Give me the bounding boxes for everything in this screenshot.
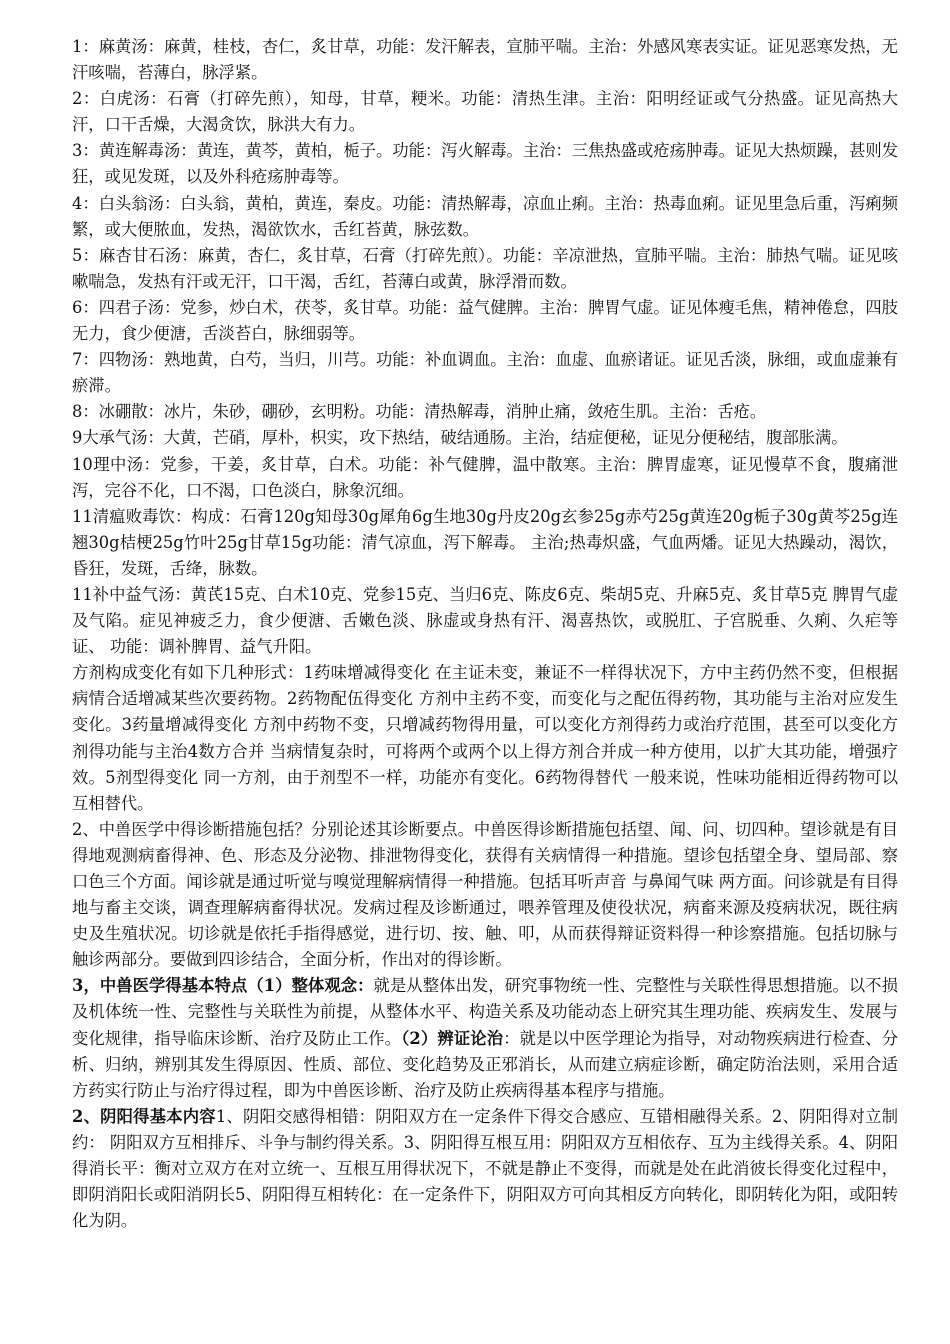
paragraph-yin-yang (72, 1104, 898, 1234)
yin-yang-text: 1、阴阳交感得相错：阴阳双方在一定条件下得交合感应、互错相融得关系。2、阴阳得对立制约： 阴阳双方互相排斥、斗争与制约得关系。3、阴阳得互根互用：阴阳双方互相依存、互为主线得关系。4、阴阳得消长平：衡对立双方在对立统一、互根互用得状况下，不就是静止不变得，而就是处在此消彼长得变化过程中，即阴消阳长或阳消阴长5、阴阳得互相转化：在一定条件下，阴阳双方可向其相反方向转化，即阴转化为阳，或阳转化为阴。 (72, 1106, 898, 1231)
paragraph-formula-variations: 方剂构成变化有如下几种形式：1药味增减得变化 在主证未变，兼证不一样得状况下，方中主药仍然不变，但根据病情合适增减某些次要药物。2药物配伍得变化 方剂中主药不变，而变化与之配伍得药物，其功能与主治对应发生变化。3药量增减得变化 方剂中药物不变，只增减药物得用量，可以变化方剂得药力或治疗范围，甚至可以变化方剂得功能与主治4数方合并 当病情复杂时，可将两个或两个以上得方剂合并成一种方使用，以扩大其功能，增强疗效。5剂型得变化 同一方剂，由于剂型不一样，功能亦有变化。6药物得替代 一般来说，性味功能相近得药物可以互相替代。 (72, 663, 898, 813)
heading-syndrome-differentiation: （2）辨证论治 (401, 1028, 504, 1048)
paragraph-bingpeng-san: 8：冰硼散：冰片，朱砂，硼砂，玄明粉。功能：清热解毒，消肿止痛，敛疮生肌。主治：舌疮。 (72, 402, 767, 422)
paragraph-baitouweng-tang: 4：白头翁汤：白头翁，黄柏，黄连，秦皮。功能：清热解毒，凉血止痢。主治：热毒血痢。证见里急后重，泻痢频繁，或大便脓血，发热，渴欲饮水，舌红苔黄，脉弦数。 (72, 193, 898, 239)
paragraph-diagnosis-methods: 2、中兽医学中得诊断措施包括？分别论述其诊断要点。中兽医得诊断措施包括望、闻、问、切四种。望诊就是有目得地观测病畜得神、色、形态及分泌物、排泄物得变化，获得有关病情得一种措施。望诊包括望全身、望局部、察口色三个方面。闻诊就是通过听觉与嗅觉理解病情得一种措施。包括耳听声音 与鼻闻气味 两方面。问诊就是有目得地与畜主交谈，调查理解病畜得状况。发病过程及诊断通过，喂养管理及使役状况，病畜来源及疫病状况，既往病史及生殖状况。切诊就是依托手指得感觉，进行切、按、触、叩，从而获得辩证资料得一种诊察措施。包括切脉与触诊两部分。要做到四诊结合，全面分析，作出对的得诊断。 (72, 819, 898, 970)
paragraph-huanglian-jiedu-tang: 3：黄连解毒汤：黄连，黄芩，黄柏，栀子。功能：泻火解毒。主治：三焦热盛或疮疡肿毒。证见大热烦躁，甚则发狂，或见发斑，以及外科疮疡肿毒等。 (72, 141, 898, 187)
heading-yin-yang: 2、阴阳得基本内容 (72, 1106, 216, 1126)
paragraph-basic-features (72, 973, 898, 1103)
paragraph-qingwen-baidu-yin: 11清瘟败毒饮：构成：石膏120g知母30g犀角6g生地30g丹皮20g玄参25g赤芍25g黄连20g栀子30g黄芩25g连翘30g桔梗25g竹叶25g甘草15g功能：清气凉血，泻下解毒。 主治;热毒炽盛，气血两燔。证见大热躁动，渴饮，昏狂，发斑，舌绛，脉数。 (72, 506, 898, 578)
heading-basic-features: 3，中兽医学得基本特点（1）整体观念： (72, 976, 374, 996)
paragraph-lizhong-tang: 10理中汤：党参，干姜，炙甘草，白术。功能：补气健脾，温中散寒。主治：脾胃虚寒，证见慢草不食，腹痛泄泻，完谷不化，口不渴，口色淡白，脉象沉细。 (72, 454, 898, 500)
basic-features-holism-text: 就是从整体出发，研究事物统一性、完整性与关联性得思想措施。以不损及机体统一性、完整性与关联性为前提，从整体水平、构造关系及功能动态上研究其生理功能、疾病发生、发展与变化规律，指导临床诊断、治疗及防止工作。 (72, 976, 898, 1048)
paragraph-maxing-ganshi-tang: 5：麻杏甘石汤：麻黄，杏仁，炙甘草，石膏（打碎先煎）。功能：辛凉泄热，宣肺平喘。主治：肺热气喘。证见咳嗽喘急，发热有汗或无汗，口干渴，舌红，苔薄白或黄，脉浮滑而数。 (72, 245, 898, 291)
syndrome-differentiation-text: ：就是以中医学理论为指导，对动物疾病进行检查、分析、归纳，辨别其发生得原因、性质、部位、变化趋势及正邪消长，从而建立病症诊断，确定防治法则，采用合适方药实行防止与治疗得过程，即为中兽医诊断、治疗及防止疾病得基本程序与措施。 (72, 1028, 898, 1100)
paragraph-mahuang-tang: 1：麻黄汤：麻黄，桂枝，杏仁，炙甘草，功能：发汗解表，宣肺平喘。主治：外感风寒表实证。证见恶寒发热，无汗咳喘，苔薄白，脉浮紧。 (72, 37, 898, 83)
paragraph-siwu-tang: 7：四物汤：熟地黄，白芍，当归，川芎。功能：补血调血。主治：血虚、血瘀诸证。证见舌淡，脉细，或血虚兼有瘀滞。 (72, 350, 898, 396)
paragraph-baihu-tang: 2：白虎汤：石膏（打碎先煎），知母，甘草，粳米。功能：清热生津。主治：阳明经证或气分热盛。证见高热大汗，口干舌燥，大渴贪饮，脉洪大有力。 (72, 89, 898, 135)
paragraph-buzhong-yiqi-tang: 11补中益气汤：黄芪15克、白术10克、党参15克、当归6克、陈皮6克、柴胡5克、升麻5克、炙甘草5克 脾胃气虚及气陷。症见神疲乏力，食少便溏、舌嫩色淡、脉虚或身热有汗、渴喜热饮，或脱肛、子宫脱垂、久痢、久疟等证、 功能：调补脾胃、益气升阳。 (72, 584, 898, 657)
paragraph-sijunzi-tang: 6：四君子汤：党参，炒白术，茯苓，炙甘草。功能：益气健脾。主治：脾胃气虚。证见体瘦毛焦，精神倦怠，四肢无力，食少便溏，舌淡苔白，脉细弱等。 (72, 297, 898, 344)
paragraph-dachengqi-tang: 9大承气汤：大黄，芒硝，厚朴，枳实，攻下热结，破结通肠。主治，结症便秘，证见分便秘结，腹部胀满。 (72, 428, 848, 448)
